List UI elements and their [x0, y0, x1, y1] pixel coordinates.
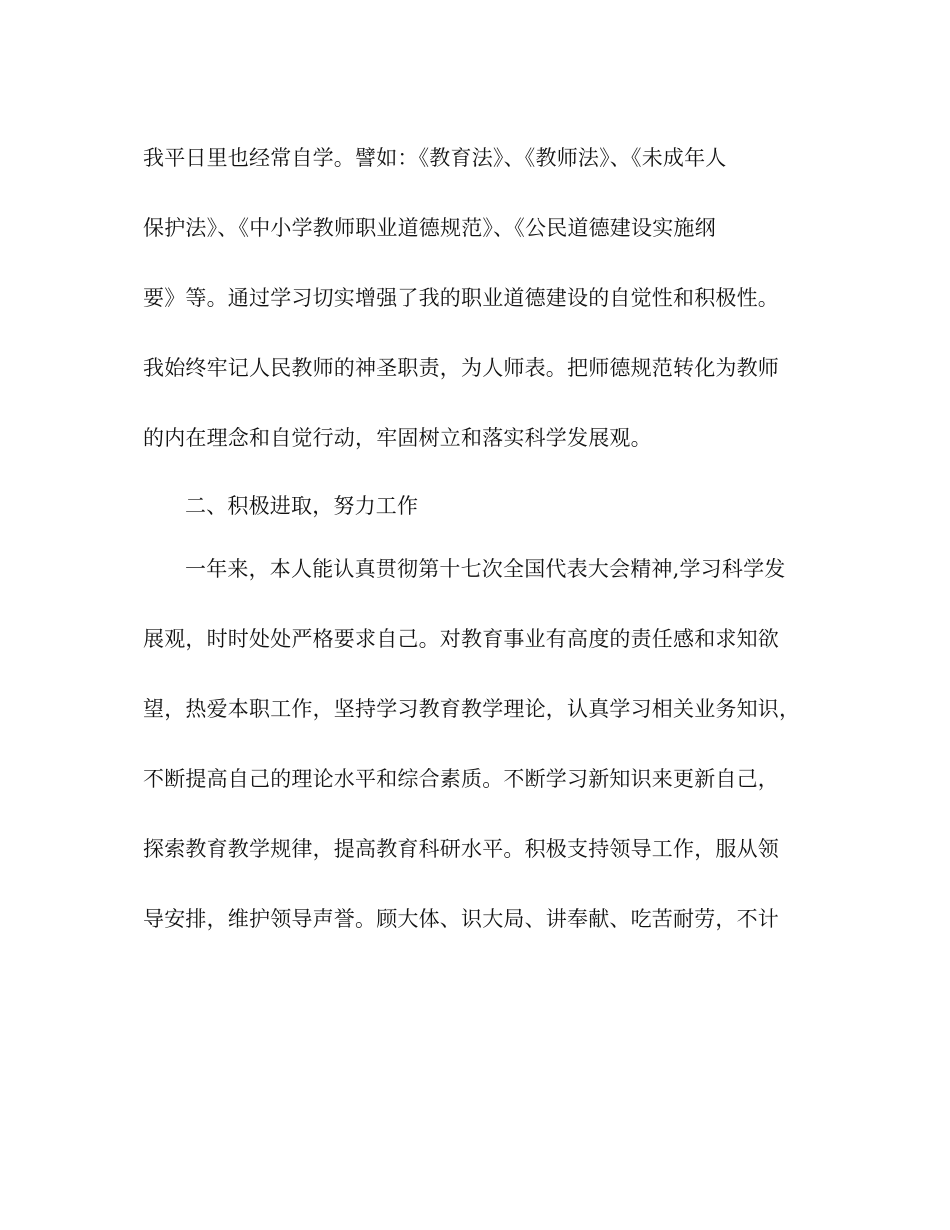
paragraph-line: 一年来，本人能认真贯彻第十七次全国代表大会精神,学习科学发 — [185, 557, 786, 581]
paragraph-line: 不断提高自己的理论水平和综合素质。不断学习新知识来更新自己， — [143, 767, 779, 791]
paragraph-line: 我平日里也经常自学。譬如：《教育法》、《教师法》、《未成年人 — [143, 146, 727, 170]
paragraph-line: 导安排，维护领导声誉。顾大体、识大局、讲奉献、吃苦耐劳，不计 — [143, 907, 779, 931]
section-heading: 二、积极进取，努力工作 — [185, 494, 419, 518]
paragraph-line: 的内在理念和自觉行动，牢固树立和落实科学发展观。 — [143, 426, 652, 450]
paragraph-line: 探索教育教学规律，提高教育科研水平。积极支持领导工作，服从领 — [143, 837, 779, 861]
paragraph-line: 保护法》、《中小学教师职业道德规范》、《公民道德建设实施纲 — [143, 216, 716, 240]
paragraph-line: 要》等。通过学习切实增强了我的职业道德建设的自觉性和积极性。 — [143, 286, 779, 310]
paragraph-line: 我始终牢记人民教师的神圣职责，为人师表。把师德规范转化为教师 — [143, 356, 779, 380]
paragraph-line: 展观，时时处处严格要求自己。对教育事业有高度的责任感和求知欲 — [143, 627, 779, 651]
paragraph-line: 望，热爱本职工作，坚持学习教育教学理论，认真学习相关业务知识， — [143, 697, 801, 721]
